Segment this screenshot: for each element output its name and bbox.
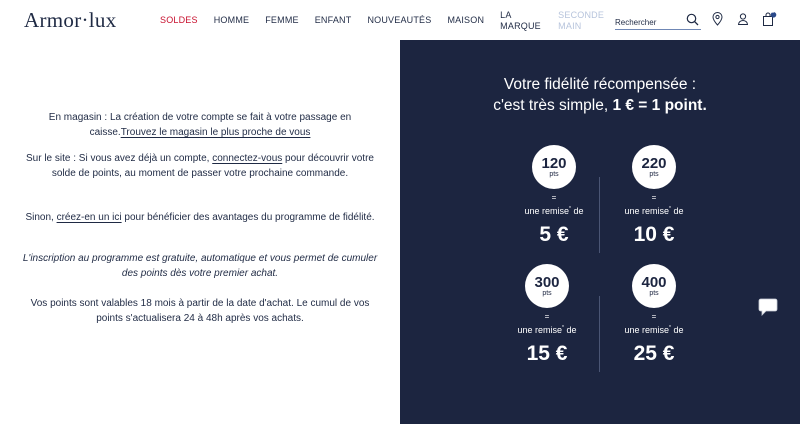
nav-seconde-main[interactable]: SECONDE MAIN xyxy=(558,10,605,31)
chat-bubble-icon[interactable] xyxy=(757,298,779,321)
signup-paragraph: Sinon, créez-en un ici pour bénéficier des avantages du programme de fidélité. xyxy=(25,212,375,223)
nav-homme[interactable]: HOMME xyxy=(213,15,250,25)
reward-tier: 400 pts = une remise* de 25 € xyxy=(594,264,714,366)
nav-soldes[interactable]: SOLDES xyxy=(160,15,198,25)
points-badge: 400 pts xyxy=(632,264,676,308)
reward-amount: 5 € xyxy=(539,223,569,246)
create-account-link[interactable]: créez-en un ici xyxy=(56,212,122,223)
search-icon[interactable] xyxy=(686,13,699,31)
nav-maison[interactable]: MAISON xyxy=(447,15,485,25)
nav-femme[interactable]: FEMME xyxy=(265,15,299,25)
brand-logo[interactable]: Armor·lux xyxy=(24,8,117,32)
cart-count-badge: 0 xyxy=(771,9,775,15)
login-link[interactable]: connectez-vous xyxy=(212,153,283,164)
main-nav xyxy=(160,10,628,32)
points-badge: 120 pts xyxy=(532,145,576,189)
site-header xyxy=(0,0,800,40)
nav-enfant[interactable]: ENFANT xyxy=(314,15,352,25)
user-icon[interactable] xyxy=(737,12,749,31)
reward-amount: 15 € xyxy=(526,342,568,365)
reward-amount: 25 € xyxy=(633,342,675,365)
free-program-paragraph: L'inscription au programme est gratuite, automatique et vous permet de cumuler des points dès votre premier achat. xyxy=(22,253,378,279)
rewards-title: Votre fidélité récompensée : c'est très simple, 1 € = 1 point. xyxy=(493,76,707,114)
reward-tier: 120 pts = une remise* de 5 € xyxy=(494,145,614,247)
search-box xyxy=(615,12,701,30)
points-badge: 220 pts xyxy=(632,145,676,189)
find-store-link[interactable]: Trouvez le magasin le plus proche de vous xyxy=(120,127,311,138)
in-store-paragraph: En magasin : La création de votre compte se fait à votre passage en caisse.Trouvez le magasin le plus proche de vous xyxy=(48,112,352,138)
online-paragraph: Sur le site : Si vous avez déjà un compte, connectez-vous pour découvrir votre solde de points, au moment de passer votre prochaine commande. xyxy=(26,153,374,179)
validity-paragraph: Vos points sont valables 18 mois à partir de la date d'achat. Le cumul de vos points s'actualisera 24 à 48h après vos achats. xyxy=(30,298,370,324)
location-pin-icon[interactable] xyxy=(712,12,723,31)
rewards-panel xyxy=(400,40,800,424)
nav-nouveautes[interactable]: NOUVEAUTÉS xyxy=(367,15,432,25)
reward-tier: 300 pts = une remise* de 15 € xyxy=(487,264,607,366)
reward-amount: 10 € xyxy=(633,223,675,246)
search-input[interactable] xyxy=(615,16,681,30)
nav-la-marque[interactable]: LA MARQUE xyxy=(500,10,541,31)
loyalty-info-panel xyxy=(0,40,400,424)
reward-tier: 220 pts = une remise* de 10 € xyxy=(594,145,714,247)
points-badge: 300 pts xyxy=(525,264,569,308)
